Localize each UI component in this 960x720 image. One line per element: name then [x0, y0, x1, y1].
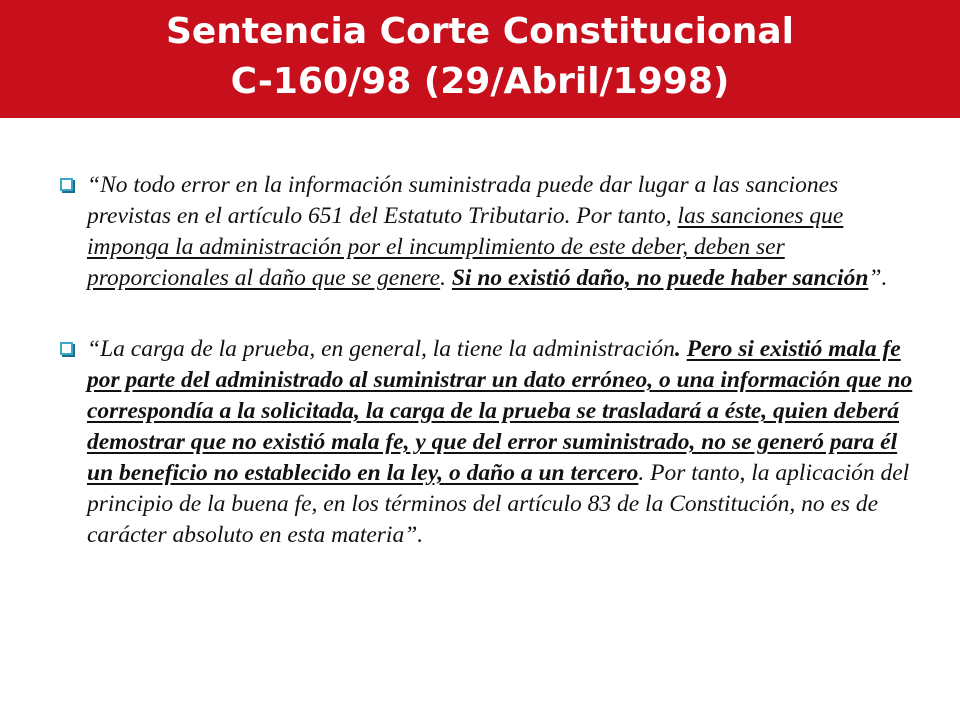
quote-segment: “La carga de la prueba, en general, la tiene la administración	[87, 336, 675, 362]
quote-bullet-1	[56, 170, 916, 294]
quote-bullet-2	[56, 334, 916, 551]
quote-text	[87, 172, 887, 291]
quote-segment: .	[440, 265, 452, 291]
title-line-2: C-160/98 (29/Abril/1998)	[230, 61, 730, 102]
bold-segment: .	[674, 336, 687, 362]
underlined-segment: las sanciones que imponga la administración por el incumplimiento de este deber, deben ser proporcionales al daño que se genere	[87, 203, 844, 291]
bold-underlined-segment: Si no existió daño, no puede haber sanción	[451, 265, 869, 291]
quote-segment: “No todo error en la información suministrada puede dar lugar a las sanciones previstas en el artículo 651 del Estatuto Tributario. Por tanto,	[87, 172, 839, 229]
quote-list	[56, 170, 916, 591]
quote-segment: . Por tanto, la aplicación del principio de la buena fe, en los términos del artículo 83 de la Constitución, no es de carácter absoluto en esta materia”.	[87, 460, 910, 548]
quote-text	[87, 336, 912, 548]
bold-underlined-segment: Pero si existió mala fe por parte del administrado al suministrar un dato erróneo, o una información que no correspondía a la solicitada, la carga de la prueba se trasladará a éste, quien deberá demostrar que no existió mala fe, y que del error suministrado, no se generó para él un beneficio no establecido en la ley, o daño a un tercero	[87, 336, 913, 486]
checkbox-bullet-icon	[60, 342, 73, 355]
title-line-1: Sentencia Corte Constitucional	[165, 11, 795, 52]
checkbox-bullet-icon	[60, 178, 73, 191]
quote-segment: ”.	[868, 265, 888, 291]
title-banner	[0, 0, 960, 118]
